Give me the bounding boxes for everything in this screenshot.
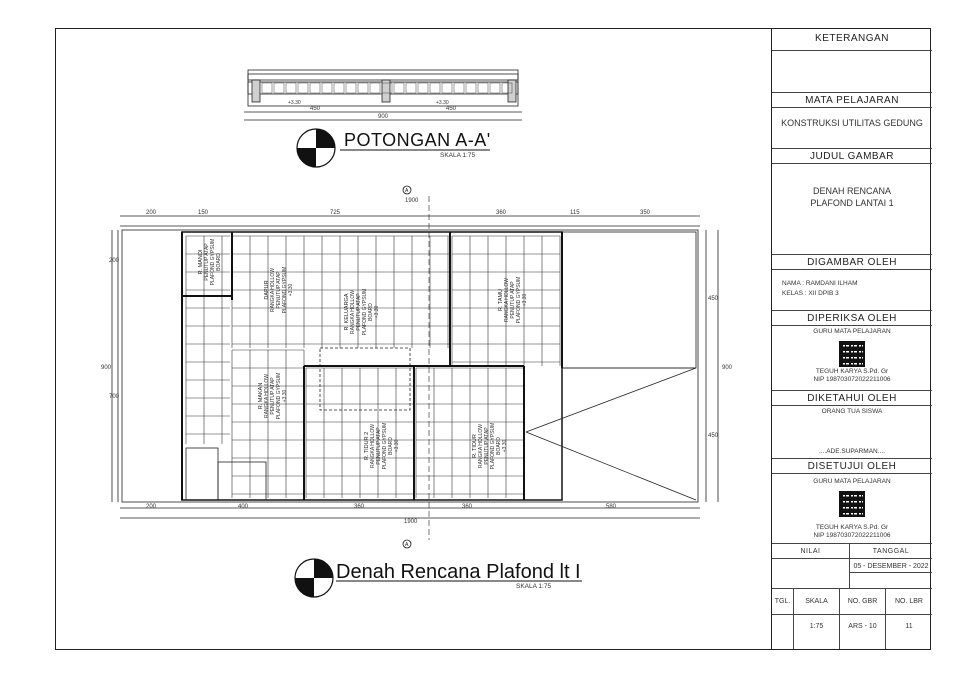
drafter-name: NAMA : RAMDANI ILHAM xyxy=(782,280,858,287)
disetujui-heading: DISETUJUI OLEH xyxy=(772,458,932,474)
judul-line-1: DENAH RENCANA xyxy=(812,186,891,196)
qr-code-1 xyxy=(772,339,932,367)
room-label-line: RANGKA HOLLOW xyxy=(264,374,270,418)
room-label-line: PENUTUP ATAP xyxy=(204,243,210,281)
room-label-line: PENUTUP ATAP xyxy=(484,427,490,465)
room-label-name: R. MANDI xyxy=(198,249,204,275)
nilai-value-box xyxy=(772,558,850,588)
room-label-2 xyxy=(264,267,294,314)
axis-marker-bottom-label: A xyxy=(405,542,409,548)
section-ceiling-panel xyxy=(466,83,476,93)
nogbr-label: NO. GBR xyxy=(840,588,886,614)
plan-scale: SKALA 1:75 xyxy=(516,583,552,590)
room-label-line: PLAFOND GYPSUM xyxy=(282,266,288,314)
nilai-label: NILAI xyxy=(772,543,850,558)
tgl-value-box xyxy=(772,614,794,649)
room-label-name: R. MAKAN xyxy=(258,382,264,410)
section-column-left xyxy=(252,80,260,102)
section-view xyxy=(244,70,522,120)
keterangan-box xyxy=(772,50,932,92)
room-label-line: +3.30 xyxy=(502,439,508,453)
room-label-line: PENUTUP ATAP xyxy=(376,427,382,465)
section-dim-1: 450 xyxy=(310,106,321,112)
plan-dim-right-3: 450 xyxy=(708,433,719,439)
room-label-4 xyxy=(498,277,528,324)
room-label-line: RANGKA HOLLOW xyxy=(370,424,376,468)
plan-stair-1 xyxy=(186,448,218,500)
room-label-line: PENUTUP ATAP xyxy=(270,377,276,415)
plan-dim-top-1: 200 xyxy=(146,210,157,216)
room-label-line: +3.30 xyxy=(374,305,380,319)
plan-title-symbol xyxy=(295,559,333,597)
room-label-line: BOARD xyxy=(388,437,394,455)
nolbr-value: 11 xyxy=(886,614,932,649)
room-label-name: R. TAMU xyxy=(498,288,504,312)
section-ceiling-panel xyxy=(262,83,272,93)
plan-title: Denah Rencana Plafond lt I xyxy=(336,561,581,583)
room-label-line: BOARD xyxy=(496,437,502,455)
skala-label: SKALA xyxy=(794,588,840,614)
room-label-line: PLAFOND GYPSUM xyxy=(490,422,496,470)
room-label-line: +3.30 xyxy=(282,389,288,403)
guru1-nip: NIP 198703072022211006 xyxy=(813,376,891,383)
plan-dim-bottom-total: 1900 xyxy=(404,519,418,525)
room-label-name: DAPUR xyxy=(264,280,270,300)
nolbr-label: NO. LBR xyxy=(886,588,932,614)
qr-code-2 xyxy=(772,489,932,517)
section-ceiling-panel xyxy=(298,83,308,93)
room-label-line: PLAFOND GYPSUM xyxy=(210,238,216,286)
section-ceiling-panel xyxy=(430,83,440,93)
room-label-7 xyxy=(472,423,508,470)
plan-dim-bottom-3: 360 xyxy=(354,504,365,510)
section-ceiling-panel xyxy=(370,83,380,93)
room-label-line: +3.30 xyxy=(394,439,400,453)
plan-dim-top-3: 725 xyxy=(330,210,341,216)
room-label-name: R. KELUARGA xyxy=(344,293,350,331)
plan-dim-left-2: 900 xyxy=(101,365,112,371)
diketahui-heading: DIKETAHUI OLEH xyxy=(772,390,932,406)
section-title-symbol xyxy=(297,129,335,167)
room-labels xyxy=(198,239,528,470)
room-label-line: PLAFOND GYPSUM xyxy=(276,372,282,420)
tanggal-value: 05 - DESEMBER - 2022 xyxy=(850,558,932,573)
plan-roof-diag-2 xyxy=(526,432,696,500)
axis-marker-top-label: A xyxy=(405,188,409,194)
section-ceiling-panel xyxy=(394,83,404,93)
keterangan-heading: KETERANGAN xyxy=(815,33,889,44)
section-level-right: +3.30 xyxy=(436,100,449,106)
plan-roof-diag-1 xyxy=(526,368,696,432)
section-scale: SKALA 1:75 xyxy=(440,152,476,159)
plan-void-dashed xyxy=(320,348,410,410)
room-label-name: R. TIDUR 2 xyxy=(364,431,370,461)
room-label-line: PENUTUP ATAP xyxy=(356,293,362,331)
ortu-title: ORANG TUA SISWA xyxy=(821,408,883,415)
section-ceiling-panel xyxy=(286,83,296,93)
drafter-class: KELAS : XII DPIB 3 xyxy=(782,290,839,297)
room-label-line: BOARD xyxy=(368,303,374,321)
section-ceiling-panel xyxy=(322,83,332,93)
judul-line-2: PLAFOND LANTAI 1 xyxy=(810,198,894,208)
skala-value: 1:75 xyxy=(794,614,840,649)
room-label-line: RANGKA HOLLOW xyxy=(270,268,276,312)
nogbr-value: ARS - 10 xyxy=(840,614,886,649)
title-block xyxy=(771,28,931,650)
room-label-6 xyxy=(364,423,400,470)
room-label-line: RANGKA HOLLOW xyxy=(504,278,510,322)
plan-dim-right-2: 900 xyxy=(722,365,733,371)
section-level-left: +3.30 xyxy=(288,100,301,106)
plan-dim-bottom-4: 360 xyxy=(462,504,473,510)
section-ceiling-panel xyxy=(334,83,344,93)
section-ceiling-panel xyxy=(478,83,488,93)
room-label-line: PLAFOND GYPSUM xyxy=(362,288,368,336)
section-ceiling-panel xyxy=(490,83,500,93)
room-label-line: PLAFOND GYPSUM xyxy=(516,276,522,324)
plan-dim-right-1: 450 xyxy=(708,296,719,302)
room-label-1 xyxy=(198,239,222,286)
tanggal-label: TANGGAL xyxy=(850,543,932,558)
room-label-line: RANGKA HOLLOW xyxy=(478,424,484,468)
room-label-line: PENUTUP ATAP xyxy=(510,281,516,319)
section-ceiling-panel xyxy=(454,83,464,93)
room-label-3 xyxy=(344,289,380,336)
mata-pelajaran-value: KONSTRUKSI UTILITAS GEDUNG xyxy=(781,118,923,128)
section-roof-band xyxy=(248,74,518,80)
section-ceiling-panel xyxy=(274,83,284,93)
guru2-title: GURU MATA PELAJARAN xyxy=(813,478,891,485)
room-label-5 xyxy=(258,373,288,420)
section-ceiling-panel xyxy=(406,83,416,93)
plan-dim-left-3: 700 xyxy=(109,394,120,400)
room-label-line: +3.30 xyxy=(288,283,294,297)
guru2-name: TEGUH KARYA S.Pd. Gr xyxy=(815,524,889,531)
room-label-line: +3.30 xyxy=(522,293,528,307)
section-ceiling-panel xyxy=(442,83,452,93)
guru1-title: GURU MATA PELAJARAN xyxy=(813,328,891,335)
ortu-name: ....ADE.SUPARMAN.... xyxy=(819,448,885,455)
plan-dim-bottom-1: 200 xyxy=(146,504,157,510)
guru1-name: TEGUH KARYA S.Pd. Gr xyxy=(815,368,889,375)
section-ceiling-panel xyxy=(418,83,428,93)
section-dim-2: 450 xyxy=(446,106,457,112)
judul-gambar-heading: JUDUL GAMBAR xyxy=(772,148,932,164)
section-column-mid xyxy=(382,80,390,102)
mata-pelajaran-heading: MATA PELAJARAN xyxy=(772,92,932,108)
plan-dim-top-2: 150 xyxy=(198,210,209,216)
room-label-line: BOARD xyxy=(216,253,222,271)
plan-dim-left-1: 200 xyxy=(109,258,120,264)
guru2-nip: NIP 198703072022211006 xyxy=(813,532,891,539)
diperiksa-heading: DIPERIKSA OLEH xyxy=(772,310,932,326)
room-label-line: PLAFOND GYPSUM xyxy=(382,422,388,470)
plan-teras-top xyxy=(562,232,696,368)
tgl-label: TGL. xyxy=(772,588,794,614)
plan-dim-top-6: 350 xyxy=(640,210,651,216)
room-label-name: R. TIDUR xyxy=(472,434,478,458)
section-ceiling-panel xyxy=(310,83,320,93)
plan-dim-top-total: 1900 xyxy=(405,198,419,204)
section-dim-total: 900 xyxy=(378,114,389,120)
section-ceiling-panel xyxy=(358,83,368,93)
room-label-line: PENUTUP ATAP xyxy=(276,271,282,309)
plan-dim-top-4: 360 xyxy=(496,210,507,216)
plan-dim-bottom-2: 400 xyxy=(238,504,249,510)
plan-dim-bottom-5: 580 xyxy=(606,504,617,510)
section-ceiling-panel xyxy=(346,83,356,93)
section-title: POTONGAN A-A' xyxy=(344,130,491,150)
digambar-heading: DIGAMBAR OLEH xyxy=(772,254,932,270)
room-label-line: RANGKA HOLLOW xyxy=(350,290,356,334)
plan-dim-top-5: 115 xyxy=(570,210,580,216)
